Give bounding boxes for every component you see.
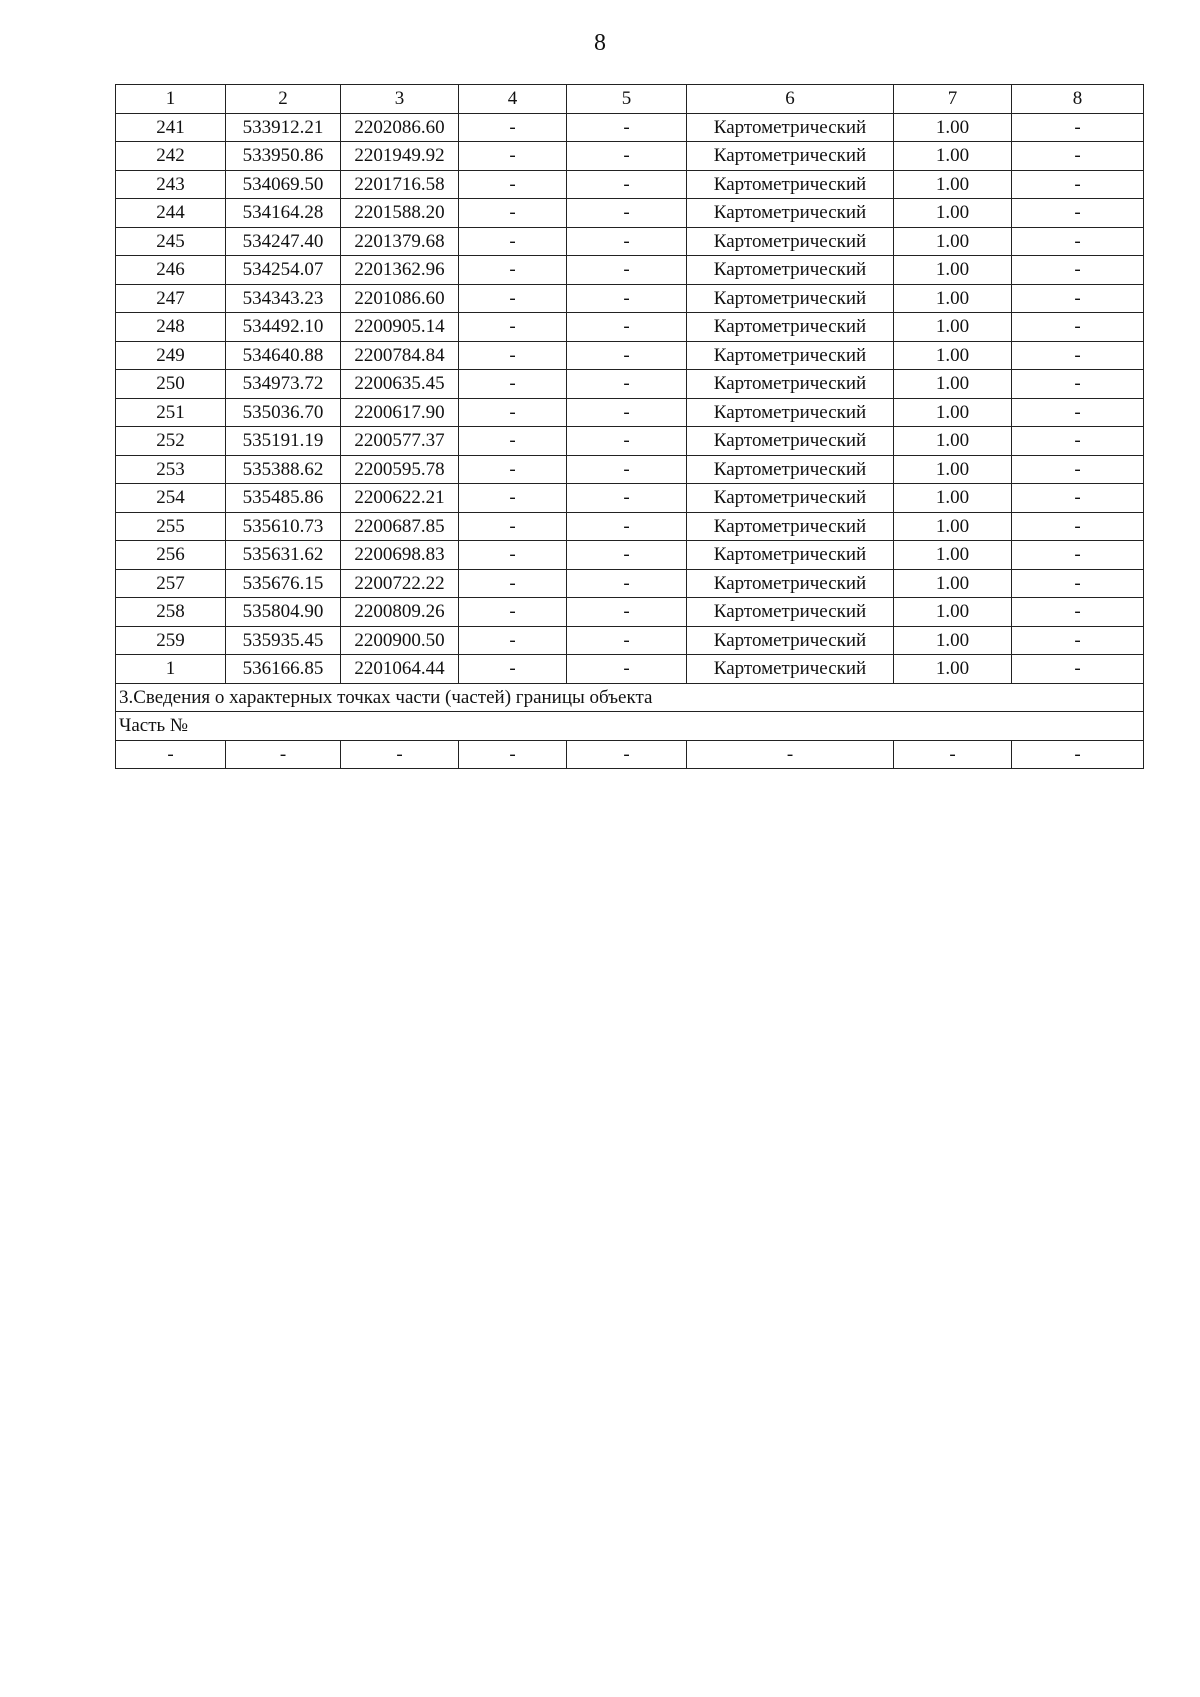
table-cell: 2200617.90	[341, 398, 459, 427]
table-cell: -	[459, 284, 567, 313]
table-cell: -	[1012, 398, 1144, 427]
table-row	[116, 512, 1144, 541]
header-cell: 6	[687, 85, 894, 114]
table-cell: 1.00	[894, 227, 1012, 256]
table-cell: 2201064.44	[341, 655, 459, 684]
table-cell: -	[1012, 341, 1144, 370]
table-cell: Картометрический	[687, 484, 894, 513]
table-cell: 2201949.92	[341, 142, 459, 171]
table-cell: Картометрический	[687, 170, 894, 199]
table-cell: -	[1012, 142, 1144, 171]
table-cell: 533950.86	[226, 142, 341, 171]
table-cell: -	[1012, 370, 1144, 399]
table-cell: 534343.23	[226, 284, 341, 313]
table-row	[116, 427, 1144, 456]
table-cell: -	[459, 541, 567, 570]
table-cell: 1.00	[894, 484, 1012, 513]
table-cell: 534492.10	[226, 313, 341, 342]
table-cell: Картометрический	[687, 626, 894, 655]
table-cell: 1.00	[894, 427, 1012, 456]
table-cell: -	[1012, 284, 1144, 313]
table-cell: 2201588.20	[341, 199, 459, 228]
part-label: Часть №	[116, 712, 1144, 741]
table-cell: -	[459, 398, 567, 427]
table-cell: 534640.88	[226, 341, 341, 370]
table-row	[116, 113, 1144, 142]
table-row	[116, 341, 1144, 370]
table-cell: 535804.90	[226, 598, 341, 627]
table-cell: Картометрический	[687, 512, 894, 541]
table-cell: Картометрический	[687, 284, 894, 313]
table-cell: -	[567, 227, 687, 256]
table-cell: -	[1012, 427, 1144, 456]
table-cell: -	[1012, 455, 1144, 484]
table-cell: 1.00	[894, 569, 1012, 598]
table-cell: 1.00	[894, 313, 1012, 342]
part-cell: -	[1012, 740, 1144, 769]
table-cell: -	[1012, 598, 1144, 627]
table-cell: -	[567, 569, 687, 598]
table-cell: 1.00	[894, 170, 1012, 199]
table-cell: 1.00	[894, 626, 1012, 655]
table-cell: 2200722.22	[341, 569, 459, 598]
table-cell: 1.00	[894, 284, 1012, 313]
table-cell: 253	[116, 455, 226, 484]
table-cell: -	[1012, 512, 1144, 541]
table-cell: Картометрический	[687, 569, 894, 598]
table-cell: -	[1012, 569, 1144, 598]
table-cell: -	[1012, 227, 1144, 256]
table-cell: 2200809.26	[341, 598, 459, 627]
table-cell: -	[459, 655, 567, 684]
table-cell: 255	[116, 512, 226, 541]
table-cell: 1.00	[894, 256, 1012, 285]
table-cell: 252	[116, 427, 226, 456]
header-cell: 4	[459, 85, 567, 114]
table-cell: Картометрический	[687, 113, 894, 142]
table-cell: -	[567, 512, 687, 541]
header-cell: 2	[226, 85, 341, 114]
coordinates-table	[115, 84, 1144, 769]
table-cell: -	[567, 199, 687, 228]
section-title-row	[116, 683, 1144, 712]
table-cell: 243	[116, 170, 226, 199]
table-row	[116, 199, 1144, 228]
table-cell: 535485.86	[226, 484, 341, 513]
table-cell: -	[459, 170, 567, 199]
table-cell: -	[567, 113, 687, 142]
table-cell: -	[1012, 541, 1144, 570]
table-cell: -	[1012, 256, 1144, 285]
table-cell: 1.00	[894, 455, 1012, 484]
table-cell: 534247.40	[226, 227, 341, 256]
table-cell: 1.00	[894, 598, 1012, 627]
table-cell: -	[567, 256, 687, 285]
table-cell: 2200900.50	[341, 626, 459, 655]
table-cell: 2200577.37	[341, 427, 459, 456]
table-cell: Картометрический	[687, 398, 894, 427]
table-cell: 1.00	[894, 341, 1012, 370]
table-cell: -	[567, 484, 687, 513]
table-cell: Картометрический	[687, 227, 894, 256]
table-cell: 254	[116, 484, 226, 513]
table-cell: -	[567, 370, 687, 399]
table-cell: 2200905.14	[341, 313, 459, 342]
table-cell: -	[459, 427, 567, 456]
table-row	[116, 541, 1144, 570]
table-cell: -	[1012, 655, 1144, 684]
table-cell: 259	[116, 626, 226, 655]
table-cell: 2200595.78	[341, 455, 459, 484]
table-cell: -	[567, 541, 687, 570]
table-cell: -	[1012, 170, 1144, 199]
table-cell: 249	[116, 341, 226, 370]
table-cell: 534164.28	[226, 199, 341, 228]
table-cell: Картометрический	[687, 427, 894, 456]
part-cell: -	[567, 740, 687, 769]
table-cell: 1.00	[894, 512, 1012, 541]
table-cell: 246	[116, 256, 226, 285]
table-cell: 534069.50	[226, 170, 341, 199]
header-cell: 3	[341, 85, 459, 114]
table-cell: Картометрический	[687, 455, 894, 484]
table-cell: -	[459, 370, 567, 399]
table-cell: 2202086.60	[341, 113, 459, 142]
table-cell: 2200622.21	[341, 484, 459, 513]
table-cell: 1.00	[894, 142, 1012, 171]
table-cell: -	[459, 512, 567, 541]
table-cell: Картометрический	[687, 370, 894, 399]
table-row	[116, 256, 1144, 285]
table-row	[116, 455, 1144, 484]
table-cell: 2201716.58	[341, 170, 459, 199]
table-cell: -	[459, 569, 567, 598]
table-cell: 2200687.85	[341, 512, 459, 541]
table-cell: 250	[116, 370, 226, 399]
table-cell: -	[567, 427, 687, 456]
table-cell: -	[567, 598, 687, 627]
table-cell: 1.00	[894, 113, 1012, 142]
table-row	[116, 398, 1144, 427]
table-cell: Картометрический	[687, 541, 894, 570]
part-label-row	[116, 712, 1144, 741]
table-cell: 535631.62	[226, 541, 341, 570]
table-cell: 248	[116, 313, 226, 342]
part-cell: -	[459, 740, 567, 769]
table-cell: -	[567, 398, 687, 427]
table-cell: -	[567, 341, 687, 370]
header-cell: 7	[894, 85, 1012, 114]
header-cell: 8	[1012, 85, 1144, 114]
page-number: 8	[594, 30, 606, 56]
table-cell: 1.00	[894, 655, 1012, 684]
table-row	[116, 484, 1144, 513]
table-cell: -	[459, 626, 567, 655]
table-cell: 533912.21	[226, 113, 341, 142]
table-row	[116, 227, 1144, 256]
part-cell: -	[687, 740, 894, 769]
table-cell: -	[459, 142, 567, 171]
table-cell: 2200784.84	[341, 341, 459, 370]
table-cell: Картометрический	[687, 341, 894, 370]
table-cell: Картометрический	[687, 598, 894, 627]
table-cell: Картометрический	[687, 313, 894, 342]
table-cell: 535036.70	[226, 398, 341, 427]
table-cell: 251	[116, 398, 226, 427]
table-cell: -	[567, 142, 687, 171]
table-cell: 535610.73	[226, 512, 341, 541]
table-cell: 534973.72	[226, 370, 341, 399]
table-cell: -	[567, 170, 687, 199]
table-cell: -	[1012, 484, 1144, 513]
table-cell: 1.00	[894, 199, 1012, 228]
part-row	[116, 740, 1144, 769]
table-cell: Картометрический	[687, 142, 894, 171]
header-cell: 5	[567, 85, 687, 114]
table-row	[116, 142, 1144, 171]
table-cell: 241	[116, 113, 226, 142]
table-header-row	[116, 85, 1144, 114]
table-cell: Картометрический	[687, 199, 894, 228]
table-cell: -	[459, 227, 567, 256]
table-cell: -	[567, 626, 687, 655]
table-cell: -	[459, 455, 567, 484]
table-cell: 534254.07	[226, 256, 341, 285]
table-cell: 535191.19	[226, 427, 341, 456]
table-cell: 1.00	[894, 370, 1012, 399]
part-cell: -	[894, 740, 1012, 769]
part-cell: -	[341, 740, 459, 769]
table-cell: 1.00	[894, 398, 1012, 427]
table-cell: 2200635.45	[341, 370, 459, 399]
part-cell: -	[116, 740, 226, 769]
table-cell: -	[459, 598, 567, 627]
table-cell: 256	[116, 541, 226, 570]
table-cell: -	[459, 199, 567, 228]
table-cell: 2200698.83	[341, 541, 459, 570]
table-row	[116, 626, 1144, 655]
table-row	[116, 655, 1144, 684]
table-cell: -	[567, 313, 687, 342]
table-cell: 536166.85	[226, 655, 341, 684]
section-title: 3.Сведения о характерных точках части (частей) границы объекта	[116, 683, 1144, 712]
table-row	[116, 313, 1144, 342]
table-cell: 247	[116, 284, 226, 313]
table-cell: -	[567, 284, 687, 313]
table-cell: 2201379.68	[341, 227, 459, 256]
table-cell: -	[459, 256, 567, 285]
table-row	[116, 284, 1144, 313]
table-row	[116, 370, 1144, 399]
table-cell: 258	[116, 598, 226, 627]
table-cell: -	[1012, 113, 1144, 142]
part-cell: -	[226, 740, 341, 769]
table-cell: 1	[116, 655, 226, 684]
table-cell: 535935.45	[226, 626, 341, 655]
table-cell: 244	[116, 199, 226, 228]
table-cell: -	[459, 313, 567, 342]
table-cell: -	[567, 655, 687, 684]
table-cell: -	[459, 113, 567, 142]
table-row	[116, 569, 1144, 598]
table-cell: Картометрический	[687, 256, 894, 285]
table-cell: 257	[116, 569, 226, 598]
table-cell: -	[459, 341, 567, 370]
table-row	[116, 598, 1144, 627]
table-cell: -	[1012, 313, 1144, 342]
header-cell: 1	[116, 85, 226, 114]
table-cell: 245	[116, 227, 226, 256]
table-cell: -	[567, 455, 687, 484]
table-cell: 242	[116, 142, 226, 171]
table-cell: 535676.15	[226, 569, 341, 598]
table-cell: 2201086.60	[341, 284, 459, 313]
table-cell: -	[1012, 626, 1144, 655]
table-cell: 1.00	[894, 541, 1012, 570]
table-row	[116, 170, 1144, 199]
table-cell: -	[1012, 199, 1144, 228]
table-cell: 535388.62	[226, 455, 341, 484]
table-cell: -	[459, 484, 567, 513]
table-cell: Картометрический	[687, 655, 894, 684]
table-cell: 2201362.96	[341, 256, 459, 285]
